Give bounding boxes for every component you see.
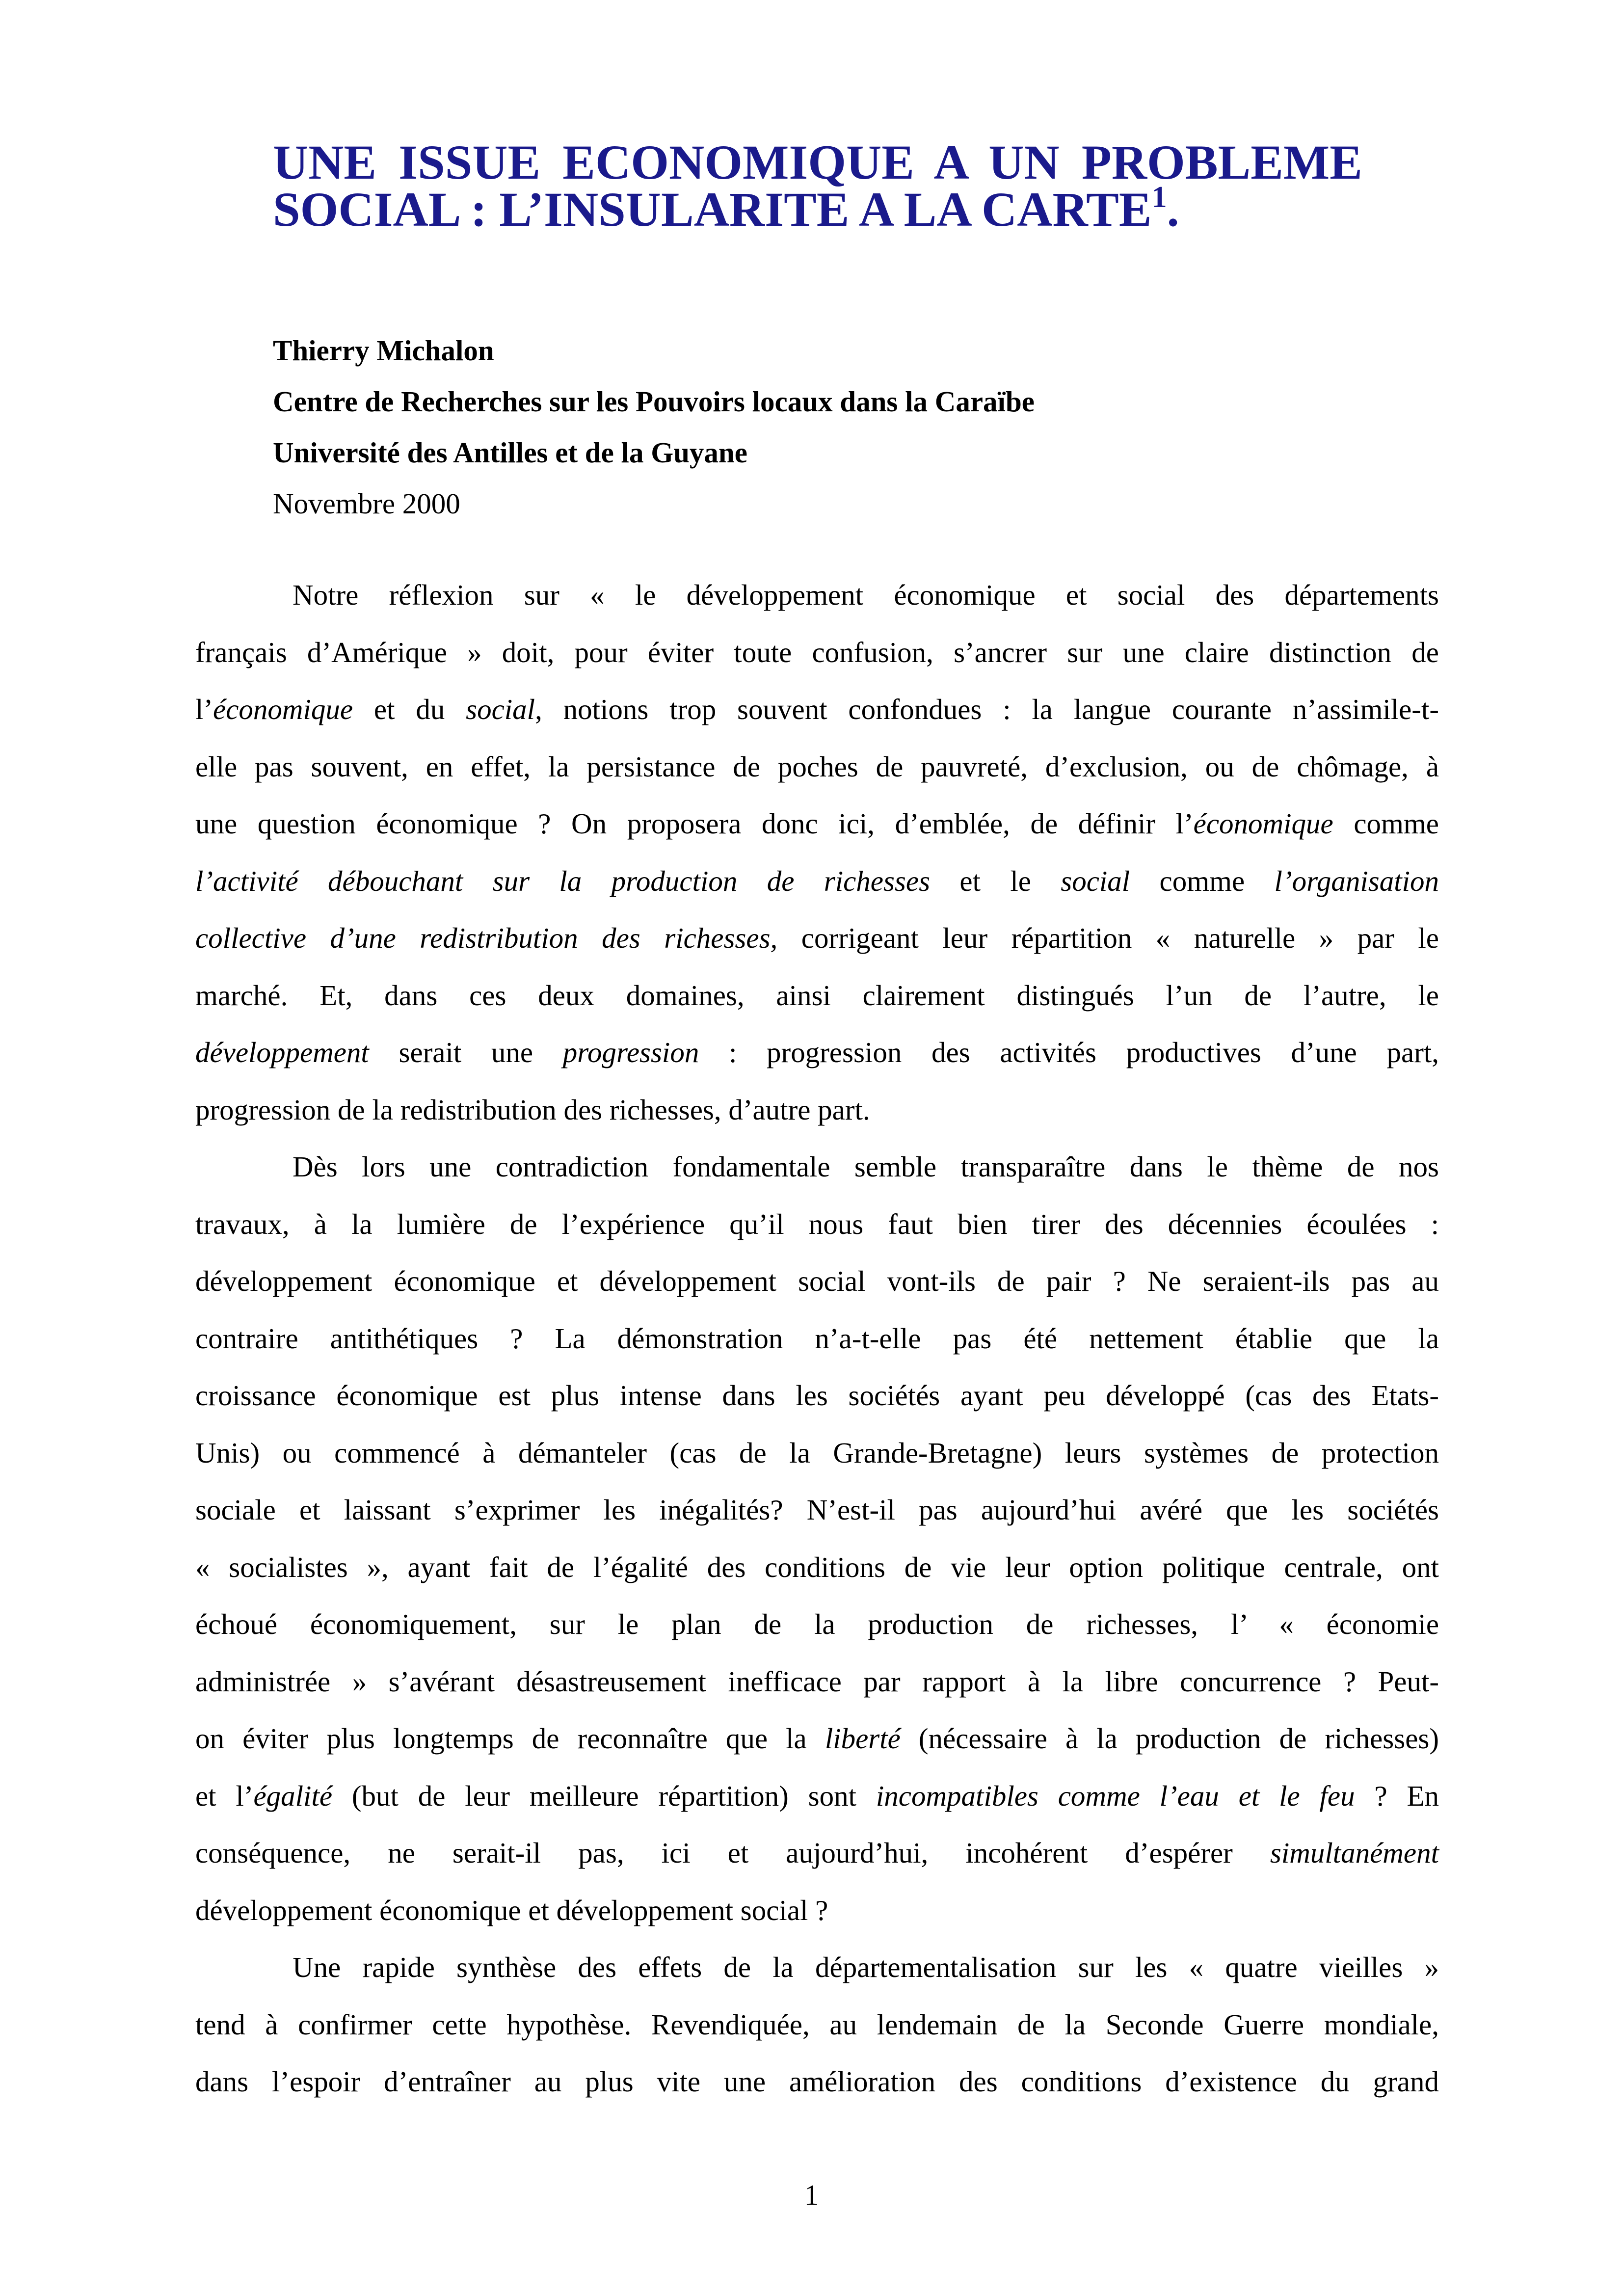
- title-line-1: UNE ISSUE ECONOMIQUE A UN PROBLEME: [273, 135, 1362, 189]
- text-line: [195, 1253, 1439, 1310]
- text-run: une question économique ? On proposera donc ici, d’emblée, de définir l’: [195, 807, 1194, 840]
- text-line: [195, 1996, 1439, 2054]
- text-line: [195, 1882, 1439, 1939]
- author-block: [273, 325, 1035, 529]
- emphasis: liberté: [825, 1722, 901, 1755]
- text-line: [195, 1138, 1439, 1196]
- paragraph: [195, 566, 1439, 1138]
- text-run: contraire antithétiques ? La démonstration n’a-t-elle pas été nettement établie que la: [195, 1322, 1439, 1355]
- text-run: ? En: [1355, 1779, 1439, 1812]
- text-run: (but de leur meilleure répartition) sont: [332, 1779, 876, 1812]
- text-line: [195, 2053, 1439, 2110]
- publication-date: Novembre 2000: [273, 487, 460, 520]
- paragraph: [195, 1939, 1439, 2110]
- text-run: marché. Et, dans ces deux domaines, ainsi clairement distingués l’un de l’autre, le: [195, 979, 1439, 1012]
- emphasis: progression: [562, 1036, 699, 1068]
- text-line: [195, 1939, 1439, 1996]
- emphasis: social: [466, 693, 535, 725]
- emphasis: l’activité débouchant sur la production de richesses: [195, 864, 931, 897]
- text-run: et l’: [195, 1779, 254, 1812]
- text-run: conséquence, ne serait-il pas, ici et aujourd’hui, incohérent d’espérer: [195, 1837, 1270, 1869]
- text-run: « socialistes », ayant fait de l’égalité des conditions de vie leur option politique centrale, ont: [195, 1550, 1439, 1583]
- text-line: [195, 1710, 1439, 1767]
- emphasis: l’organisation: [1274, 864, 1439, 897]
- university: Université des Antilles et de la Guyane: [273, 436, 747, 469]
- text-line: [195, 1824, 1439, 1882]
- text-line: [195, 1310, 1439, 1367]
- text-run: travaux, à la lumière de l’expérience qu’il nous faut bien tirer des décennies écoulées :: [195, 1207, 1439, 1240]
- text-run: progression de la redistribution des richesses, d’autre part.: [195, 1093, 870, 1126]
- text-line: [195, 853, 1439, 910]
- emphasis: incompatibles comme l’eau et le feu: [876, 1779, 1355, 1812]
- text-run: comme: [1333, 807, 1439, 840]
- text-run: administrée » s’avérant désastreusement inefficace par rapport à la libre concurrence ? Peut-: [195, 1665, 1439, 1698]
- text-run: , notions trop souvent confondues : la langue courante n’assimile-t-: [535, 693, 1439, 725]
- text-line: [195, 967, 1439, 1024]
- text-run: et du: [353, 693, 466, 725]
- text-run: Dès lors une contradiction fondamentale semble transparaître dans le thème de nos: [293, 1150, 1439, 1183]
- text-line: [195, 1481, 1439, 1539]
- paragraph: [195, 1138, 1439, 1939]
- footnote-reference[interactable]: 1: [1151, 181, 1167, 214]
- text-run: l’: [195, 693, 213, 725]
- text-line: [195, 1596, 1439, 1653]
- research-center: Centre de Recherches sur les Pouvoirs locaux dans la Caraïbe: [273, 385, 1035, 418]
- body-text: [195, 566, 1439, 2110]
- text-run: Une rapide synthèse des effets de la départementalisation sur les « quatre vieilles »: [293, 1951, 1439, 1983]
- text-run: on éviter plus longtemps de reconnaître que la: [195, 1722, 825, 1755]
- title-line-2-text: SOCIAL : L’INSULARITE A LA CARTE: [273, 182, 1152, 237]
- title-line-2: [273, 181, 1362, 237]
- text-line: [195, 1367, 1439, 1424]
- emphasis: développement: [195, 1036, 369, 1068]
- text-line: [195, 1081, 1439, 1139]
- title-end: .: [1167, 182, 1179, 237]
- text-line: [195, 1196, 1439, 1253]
- text-run: : progression des activités productives d’une part,: [699, 1036, 1439, 1068]
- text-line: [195, 624, 1439, 681]
- text-run: tend à confirmer cette hypothèse. Revendiquée, au lendemain de la Seconde Guerre mondiale,: [195, 2008, 1439, 2041]
- text-line: [195, 909, 1439, 967]
- text-run: (nécessaire à la production de richesses): [900, 1722, 1439, 1755]
- text-line: [195, 681, 1439, 738]
- text-run: comme: [1130, 864, 1275, 897]
- text-run: sociale et laissant s’exprimer les inégalités? N’est-il pas aujourd’hui avéré que les sociétés: [195, 1494, 1439, 1526]
- text-line: [195, 566, 1439, 624]
- emphasis: économique: [213, 693, 353, 725]
- text-run: échoué économiquement, sur le plan de la production de richesses, l’ « économie: [195, 1608, 1439, 1640]
- text-run: et le: [930, 864, 1061, 897]
- text-run: développement économique et développement social vont-ils de pair ? Ne seraient-ils pas au: [195, 1265, 1439, 1297]
- emphasis: économique: [1193, 807, 1333, 840]
- author-name: Thierry Michalon: [273, 334, 494, 367]
- text-line: [195, 1024, 1439, 1081]
- text-run: croissance économique est plus intense dans les sociétés ayant peu développé (cas des Etats-: [195, 1379, 1439, 1412]
- text-line: [195, 1653, 1439, 1710]
- emphasis: collective d’une redistribution des richesses,: [195, 922, 778, 954]
- text-run: développement économique et développement social ?: [195, 1894, 828, 1926]
- text-run: corrigeant leur répartition « naturelle » par le: [777, 922, 1439, 954]
- emphasis: social: [1061, 864, 1130, 897]
- text-run: Unis) ou commencé à démanteler (cas de la Grande-Bretagne) leurs systèmes de protection: [195, 1436, 1439, 1469]
- text-line: [195, 795, 1439, 853]
- text-line: [195, 1539, 1439, 1596]
- document-title: [273, 135, 1362, 237]
- text-line: [195, 738, 1439, 796]
- text-line: [195, 1424, 1439, 1482]
- text-run: elle pas souvent, en effet, la persistance de poches de pauvreté, d’exclusion, ou de chômage, à: [195, 750, 1439, 783]
- emphasis: simultanément: [1270, 1837, 1439, 1869]
- text-run: Notre réflexion sur « le développement économique et social des départements: [293, 579, 1439, 611]
- emphasis: égalité: [253, 1779, 333, 1812]
- text-run: français d’Amérique » doit, pour éviter toute confusion, s’ancrer sur une claire distinction de: [195, 636, 1439, 668]
- text-line: [195, 1767, 1439, 1825]
- page-number: 1: [804, 2179, 819, 2211]
- text-run: serait une: [369, 1036, 563, 1068]
- text-run: dans l’espoir d’entraîner au plus vite une amélioration des conditions d’existence du grand: [195, 2065, 1439, 2098]
